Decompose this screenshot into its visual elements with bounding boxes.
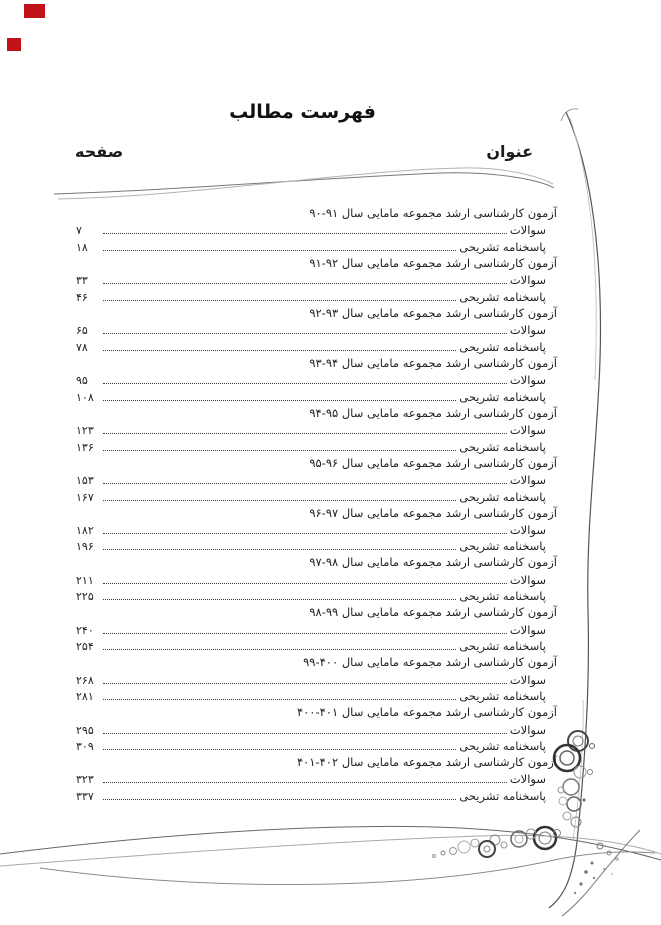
toc-row-questions (76, 621, 557, 638)
dot-leader (103, 333, 507, 334)
toc-group (76, 654, 557, 704)
toc-group-title: آزمون کارشناسی ارشد مجموعه مامایی سال​ ۹۱-۹۲ (309, 255, 557, 270)
column-header-title: عنوان (486, 142, 533, 161)
questions-label: سوالات (509, 522, 546, 537)
vine-line-faint-top (570, 118, 596, 380)
questions-label: سوالات (509, 722, 546, 737)
answers-page-number: ۲۵۴ (76, 640, 94, 654)
toc-row-questions (76, 272, 557, 289)
dot-leader (103, 300, 456, 301)
toc-group-title: آزمون کارشناسی ارشد مجموعه مامایی سال​ ۹۹-۴۰۰ (303, 655, 557, 670)
group-title-years: ۹۵-۹۶ (309, 455, 339, 470)
toc-row-questions (76, 671, 557, 688)
toc-row-answers (76, 538, 557, 555)
group-title-text: آزمون کارشناسی ارشد مجموعه مامایی سال (341, 605, 557, 620)
toc-list (76, 205, 557, 804)
toc-group (76, 255, 557, 305)
answers-page-number: ۱۰۸ (76, 390, 94, 404)
group-title-years: ۹۸-۹۹ (309, 605, 339, 620)
dot-leader (103, 350, 456, 351)
answers-label: پاسخنامه تشریحی (459, 339, 546, 354)
toc-row-questions (76, 521, 557, 538)
questions-label: سوالات (509, 472, 546, 487)
answers-label: پاسخنامه تشریحی (459, 639, 546, 654)
answers-page-number: ۳۳۷ (76, 790, 94, 804)
toc-row-answers (76, 738, 557, 755)
group-title-years: ۹۶-۹۷ (309, 505, 339, 520)
answers-page-number: ۴۶ (76, 290, 88, 304)
questions-label: سوالات (509, 273, 546, 288)
toc-row-answers (76, 688, 557, 705)
answers-label: پاسخنامه تشریحی (459, 239, 546, 254)
toc-group (76, 455, 557, 505)
toc-row-questions (76, 222, 557, 239)
toc-group-title: آزمون کارشناسی ارشد مجموعه مامایی سال​ ۹۸-۹۹ (309, 605, 557, 620)
dot-leader (103, 633, 507, 634)
answers-page-number: ۱۹۶ (76, 540, 94, 554)
answers-label: پاسخنامه تشریحی (459, 589, 546, 604)
toc-row-questions (76, 421, 557, 438)
toc-row-questions (76, 771, 557, 788)
group-title-text: آزمون کارشناسی ارشد مجموعه مامایی سال (341, 455, 557, 470)
answers-page-number: ۱۳۶ (76, 440, 94, 454)
toc-group-title: آزمون کارشناسی ارشد مجموعه مامایی سال​ ۴۰۰-۴۰۱ (296, 705, 557, 720)
questions-page-number: ۱۸۲ (76, 523, 94, 537)
dot-leader (103, 283, 507, 284)
answers-label: پاسخنامه تشریحی (459, 289, 546, 304)
red-corner-mark-small (7, 38, 21, 51)
toc-row-questions (76, 471, 557, 488)
toc-row-answers (76, 388, 557, 405)
questions-page-number: ۶۵ (76, 324, 88, 338)
column-headers (75, 142, 533, 161)
column-header-page: صفحه (75, 142, 124, 161)
toc-group-title: آزمون کارشناسی ارشد مجموعه مامایی سال​ ۹۲-۹۳ (309, 305, 557, 320)
questions-page-number: ۳۲۳ (76, 773, 94, 787)
questions-page-number: ۱۵۳ (76, 473, 94, 487)
questions-label: سوالات (509, 672, 546, 687)
dot-leader (103, 433, 507, 434)
group-title-years: ۹۱-۹۲ (309, 255, 339, 270)
group-title-years: ۹۴-۹۵ (309, 405, 339, 420)
answers-label: پاسخنامه تشریحی (459, 489, 546, 504)
questions-page-number: ۱۲۳ (76, 423, 94, 437)
dot-leader (103, 649, 456, 650)
questions-page-number: ۹۵ (76, 374, 88, 388)
dot-leader (103, 400, 456, 401)
toc-group-title: آزمون کارشناسی ارشد مجموعه مامایی سال​ ۹۶-۹۷ (309, 505, 557, 520)
group-title-text: آزمون کارشناسی ارشد مجموعه مامایی سال (341, 505, 557, 520)
toc-row-answers (76, 238, 557, 255)
dot-leader (103, 599, 456, 600)
group-title-text: آزمون کارشناسی ارشد مجموعه مامایی سال (341, 555, 557, 570)
answers-page-number: ۱۶۷ (76, 490, 94, 504)
toc-row-answers (76, 338, 557, 355)
toc-row-answers (76, 638, 557, 655)
dot-leader (103, 250, 456, 251)
dot-leader (103, 683, 507, 684)
toc-group (76, 604, 557, 654)
questions-page-number: ۲۹۵ (76, 723, 94, 737)
questions-page-number: ۳۳ (76, 274, 88, 288)
answers-page-number: ۳۰۹ (76, 740, 94, 754)
dot-leader (103, 549, 456, 550)
toc-row-answers (76, 787, 557, 804)
dot-leader (103, 782, 507, 783)
toc-group-title: آزمون کارشناسی ارشد مجموعه مامایی سال​ ۹۷-۹۸ (309, 555, 557, 570)
questions-page-number: ۲۶۸ (76, 673, 94, 687)
toc-group (76, 704, 557, 754)
group-title-text: آزمون کارشناسی ارشد مجموعه مامایی سال (341, 655, 557, 670)
dot-leader (103, 533, 507, 534)
toc-group-title: آزمون کارشناسی ارشد مجموعه مامایی سال​ ۹۵-۹۶ (309, 455, 557, 470)
page-title: فهرست مطالب (229, 101, 376, 123)
dot-leader (103, 749, 456, 750)
questions-label: سوالات (509, 422, 546, 437)
top-swoosh-line-light (58, 168, 553, 199)
dot-leader (103, 233, 507, 234)
toc-group (76, 205, 557, 255)
questions-page-number: ۲۴۰ (76, 623, 94, 637)
answers-label: پاسخنامه تشریحی (459, 789, 546, 804)
answers-page-number: ۲۲۵ (76, 590, 94, 604)
group-title-text: آزمون کارشناسی ارشد مجموعه مامایی سال (341, 206, 557, 220)
group-title-text: آزمون کارشناسی ارشد مجموعه مامایی سال (341, 255, 557, 270)
answers-label: پاسخنامه تشریحی (459, 439, 546, 454)
toc-group-title: آزمون کارشناسی ارشد مجموعه مامایی سال​ ۹۰-۹۱ (309, 206, 557, 220)
toc-row-questions (76, 321, 557, 338)
dot-leader (103, 583, 507, 584)
toc-row-answers (76, 288, 557, 305)
group-title-text: آزمون کارشناسی ارشد مجموعه مامایی سال (341, 405, 557, 420)
questions-label: سوالات (509, 323, 546, 338)
group-title-years: ۹۰-۹۱ (309, 206, 339, 220)
questions-page-number: ۲۱۱ (76, 573, 94, 587)
top-swoosh-line-dark (54, 173, 554, 194)
group-title-years: ۹۹-۴۰۰ (303, 655, 339, 670)
toc-group (76, 554, 557, 604)
questions-label: سوالات (509, 373, 546, 388)
red-corner-mark-large (24, 4, 45, 18)
answers-page-number: ۷۸ (76, 340, 88, 354)
answers-label: پاسخنامه تشریحی (459, 689, 546, 704)
questions-label: سوالات (509, 223, 546, 238)
toc-row-answers (76, 488, 557, 505)
group-title-years: ۴۰۱-۴۰۲ (296, 755, 339, 770)
toc-group-title: آزمون کارشناسی ارشد مجموعه مامایی سال​ ۴۰۱-۴۰۲ (296, 755, 557, 770)
answers-label: پاسخنامه تشریحی (459, 739, 546, 754)
dot-leader (103, 500, 456, 501)
questions-label: سوالات (509, 572, 546, 587)
answers-page-number: ۲۸۱ (76, 690, 94, 704)
dot-leader (103, 733, 507, 734)
questions-label: سوالات (509, 772, 546, 787)
dot-leader (103, 799, 456, 800)
toc-row-questions (76, 571, 557, 588)
toc-row-questions (76, 371, 557, 388)
dot-leader (103, 699, 456, 700)
group-title-years: ۹۳-۹۴ (309, 355, 339, 370)
answers-page-number: ۱۸ (76, 240, 88, 254)
group-title-text: آزمون کارشناسی ارشد مجموعه مامایی سال (341, 705, 557, 720)
dot-leader (103, 450, 456, 451)
dot-leader (103, 483, 507, 484)
toc-group (76, 505, 557, 555)
toc-row-answers (76, 438, 557, 455)
questions-label: سوالات (509, 622, 546, 637)
group-title-years: ۹۲-۹۳ (309, 305, 339, 320)
group-title-text: آزمون کارشناسی ارشد مجموعه مامایی سال (341, 755, 557, 770)
group-title-text: آزمون کارشناسی ارشد مجموعه مامایی سال (341, 305, 557, 320)
group-title-years: ۹۷-۹۸ (309, 555, 339, 570)
toc-group (76, 754, 557, 804)
toc-group-title: آزمون کارشناسی ارشد مجموعه مامایی سال​ ۹۴-۹۵ (309, 405, 557, 420)
dot-leader (103, 383, 507, 384)
group-title-years: ۴۰۰-۴۰۱ (296, 705, 339, 720)
answers-label: پاسخنامه تشریحی (459, 389, 546, 404)
toc-group-title: آزمون کارشناسی ارشد مجموعه مامایی سال​ ۹۳-۹۴ (309, 355, 557, 370)
answers-label: پاسخنامه تشریحی (459, 539, 546, 554)
toc-row-questions (76, 721, 557, 738)
questions-page-number: ۷ (76, 224, 82, 238)
bottom-swoosh-c (40, 852, 655, 885)
bottom-swoosh-b (0, 835, 661, 866)
toc-row-answers (76, 588, 557, 605)
group-title-text: آزمون کارشناسی ارشد مجموعه مامایی سال (341, 355, 557, 370)
toc-group (76, 355, 557, 405)
toc-group (76, 405, 557, 455)
toc-group (76, 305, 557, 355)
